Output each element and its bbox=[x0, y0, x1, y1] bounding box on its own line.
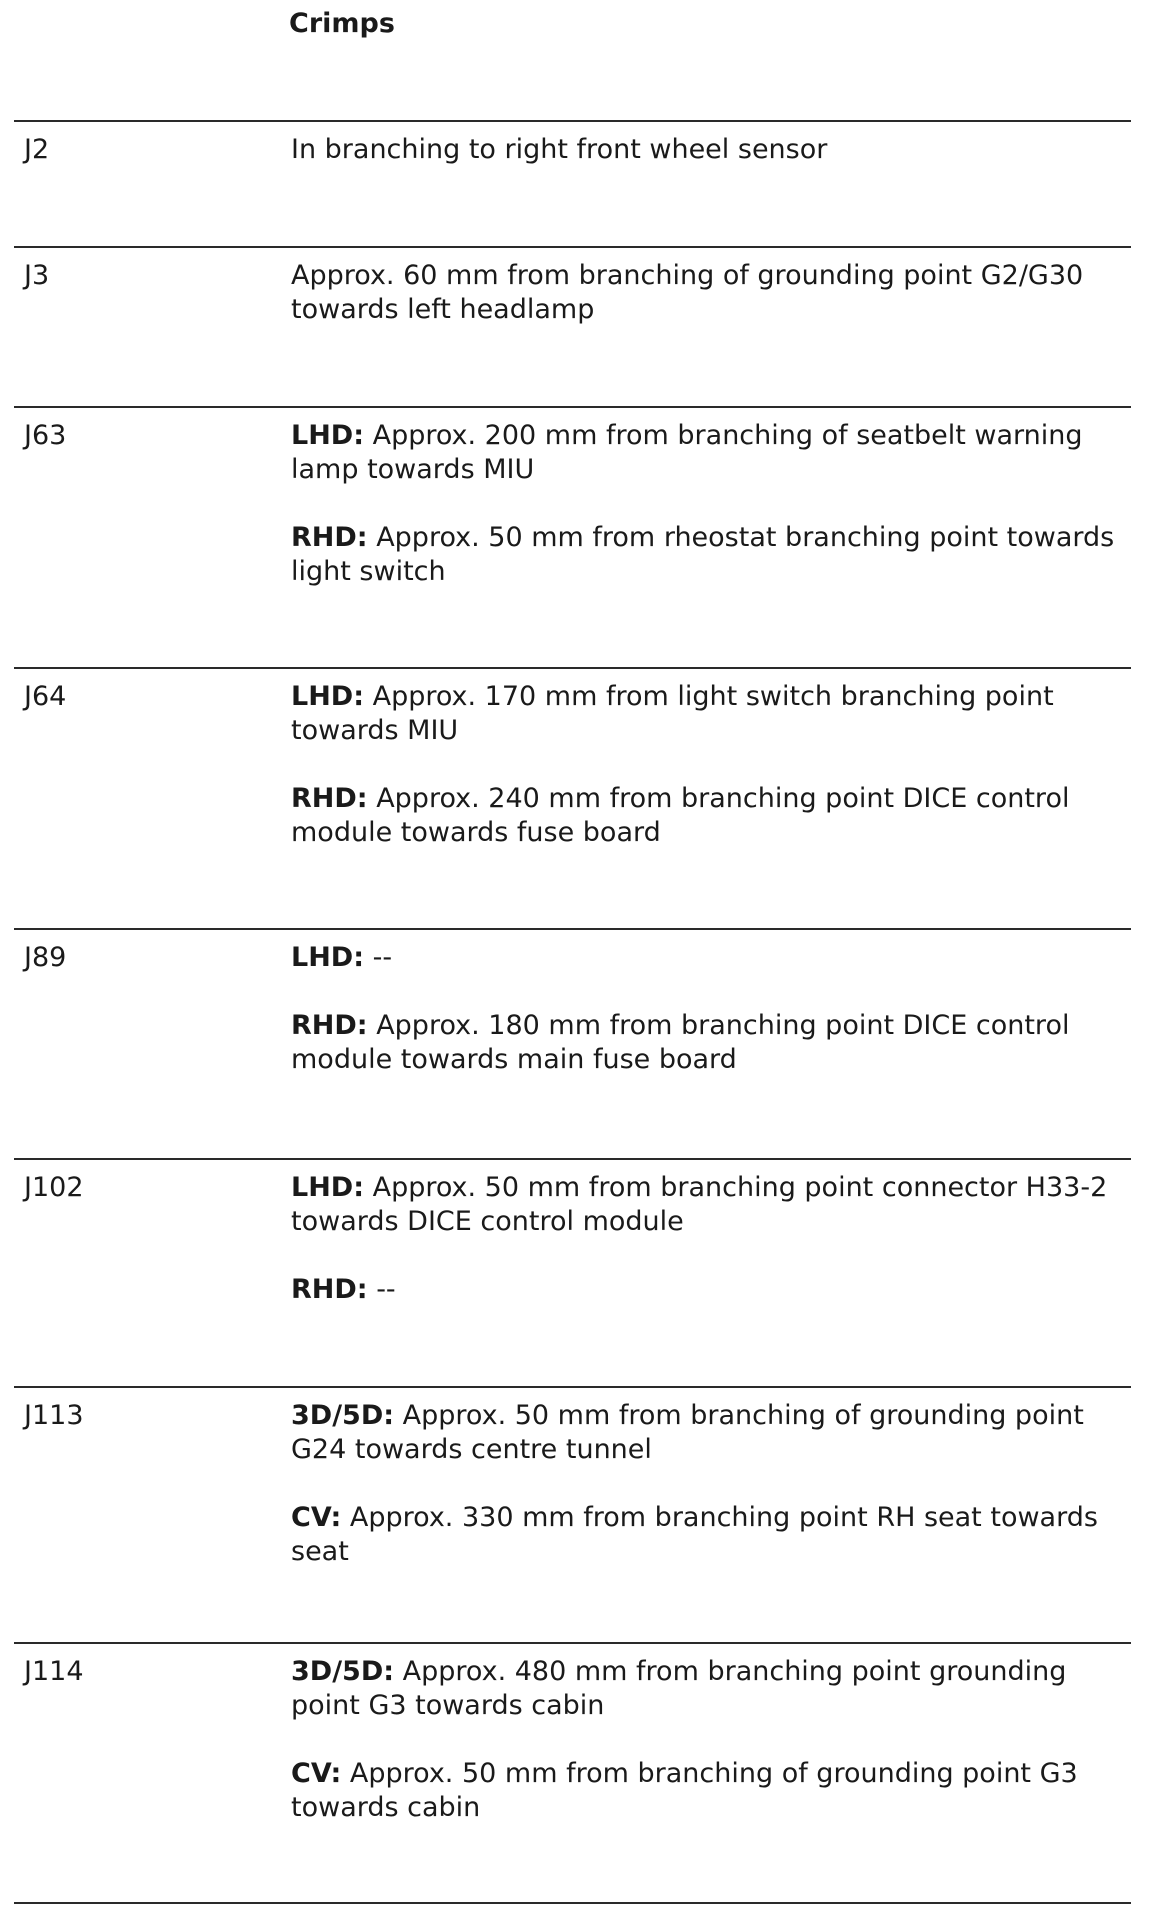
row-divider bbox=[14, 1386, 1131, 1388]
location-paragraph bbox=[291, 941, 1131, 975]
row-divider bbox=[14, 1642, 1131, 1644]
crimp-location bbox=[291, 1171, 1131, 1307]
variant-label: LHD: bbox=[291, 420, 365, 451]
crimp-code: J113 bbox=[24, 1400, 84, 1431]
page-title: Crimps bbox=[289, 8, 395, 39]
row-divider bbox=[14, 246, 1131, 248]
location-text: Approx. 50 mm from branching of grounding point G3 towards cabin bbox=[291, 1758, 1078, 1823]
location-paragraph bbox=[291, 1171, 1131, 1239]
crimp-code: J2 bbox=[24, 134, 50, 165]
crimp-location bbox=[291, 1399, 1131, 1569]
location-paragraph bbox=[291, 680, 1131, 748]
variant-label: RHD: bbox=[291, 522, 368, 553]
location-paragraph bbox=[291, 1501, 1131, 1569]
variant-label: RHD: bbox=[291, 783, 368, 814]
variant-label: RHD: bbox=[291, 1010, 368, 1041]
location-text: Approx. 170 mm from light switch branching point towards MIU bbox=[291, 681, 1054, 746]
location-paragraph bbox=[291, 1399, 1131, 1467]
crimp-location bbox=[291, 259, 1131, 327]
crimp-location bbox=[291, 133, 1131, 167]
location-text: Approx. 50 mm from rheostat branching point towards light switch bbox=[291, 522, 1115, 587]
location-text: Approx. 60 mm from branching of grounding point G2/G30 towards left headlamp bbox=[291, 260, 1084, 325]
row-divider bbox=[14, 120, 1131, 122]
location-paragraph bbox=[291, 521, 1131, 589]
row-divider bbox=[14, 928, 1131, 930]
crimp-location bbox=[291, 680, 1131, 850]
location-paragraph bbox=[291, 259, 1131, 327]
crimp-code: J114 bbox=[24, 1656, 84, 1687]
location-paragraph bbox=[291, 1757, 1131, 1825]
location-paragraph bbox=[291, 782, 1131, 850]
location-text: Approx. 200 mm from branching of seatbelt warning lamp towards MIU bbox=[291, 420, 1083, 485]
variant-label: RHD: bbox=[291, 1274, 368, 1305]
location-text: Approx. 50 mm from branching of grounding point G24 towards centre tunnel bbox=[291, 1400, 1084, 1465]
crimp-location bbox=[291, 419, 1131, 589]
location-text: Approx. 480 mm from branching point grounding point G3 towards cabin bbox=[291, 1656, 1067, 1721]
location-paragraph bbox=[291, 133, 1131, 167]
location-text: Approx. 180 mm from branching point DICE control module towards main fuse board bbox=[291, 1010, 1070, 1075]
location-text: -- bbox=[367, 1274, 396, 1305]
crimp-code: J64 bbox=[24, 681, 67, 712]
location-paragraph bbox=[291, 1655, 1131, 1723]
variant-label: 3D/5D: bbox=[291, 1656, 395, 1687]
location-text: -- bbox=[364, 942, 393, 973]
crimp-code: J102 bbox=[24, 1172, 84, 1203]
location-text: Approx. 240 mm from branching point DICE control module towards fuse board bbox=[291, 783, 1070, 848]
crimp-code: J63 bbox=[24, 420, 67, 451]
location-paragraph bbox=[291, 1273, 1131, 1307]
row-divider bbox=[14, 667, 1131, 669]
crimp-location bbox=[291, 941, 1131, 1077]
variant-label: LHD: bbox=[291, 681, 365, 712]
crimp-code: J3 bbox=[24, 260, 50, 291]
crimp-location bbox=[291, 1655, 1131, 1825]
row-divider bbox=[14, 1158, 1131, 1160]
location-text: Approx. 330 mm from branching point RH seat towards seat bbox=[291, 1502, 1098, 1567]
variant-label: CV: bbox=[291, 1502, 342, 1533]
table-bottom-rule bbox=[14, 1902, 1131, 1904]
row-divider bbox=[14, 406, 1131, 408]
location-text: Approx. 50 mm from branching point connector H33-2 towards DICE control module bbox=[291, 1172, 1108, 1237]
variant-label: LHD: bbox=[291, 1172, 365, 1203]
crimp-code: J89 bbox=[24, 942, 67, 973]
location-paragraph bbox=[291, 419, 1131, 487]
variant-label: CV: bbox=[291, 1758, 342, 1789]
location-paragraph bbox=[291, 1009, 1131, 1077]
variant-label: LHD: bbox=[291, 942, 365, 973]
variant-label: 3D/5D: bbox=[291, 1400, 395, 1431]
location-text: In branching to right front wheel sensor bbox=[291, 134, 828, 165]
